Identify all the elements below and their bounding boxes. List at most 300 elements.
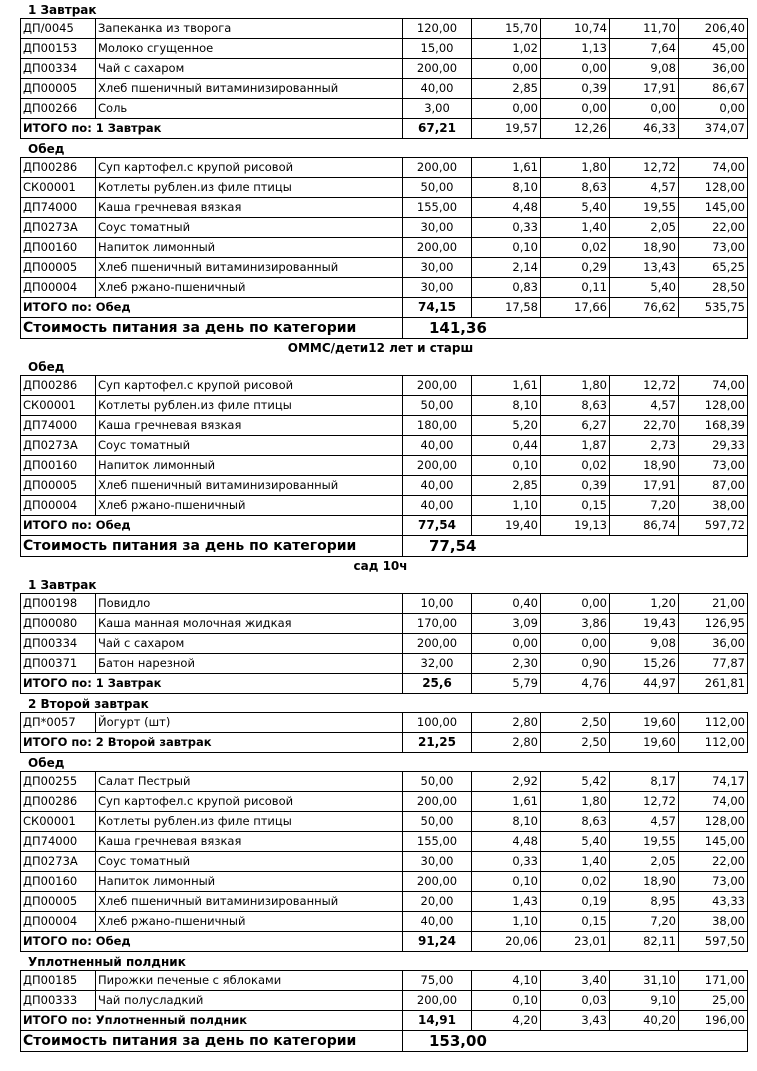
- total-fat: 4,76: [541, 674, 610, 694]
- item-fat: 10,74: [541, 19, 610, 39]
- item-fat: 0,29: [541, 258, 610, 278]
- table-row: [21, 99, 748, 119]
- item-protein: 8,10: [472, 178, 541, 198]
- item-protein: 0,00: [472, 99, 541, 119]
- item-weight: 100,00: [403, 713, 472, 733]
- total-fat: 19,13: [541, 516, 610, 536]
- item-weight: 50,00: [403, 396, 472, 416]
- item-code: ДП00185: [21, 971, 96, 991]
- total-row: [21, 674, 748, 694]
- item-fat: 1,80: [541, 158, 610, 178]
- table-row: [21, 892, 748, 912]
- table-row: [21, 39, 748, 59]
- table-row: [21, 713, 748, 733]
- table-row: [21, 198, 748, 218]
- meal-section-label: Обед: [28, 360, 65, 374]
- total-label: ИТОГО по: Обед: [21, 516, 403, 536]
- daily-cost-row: [21, 318, 748, 339]
- total-fat: 12,26: [541, 119, 610, 139]
- total-carbs: 82,11: [610, 932, 679, 952]
- total-protein: 5,79: [472, 674, 541, 694]
- item-kcal: 0,00: [679, 99, 748, 119]
- item-protein: 0,10: [472, 238, 541, 258]
- daily-cost-label: Стоимость питания за день по категории: [21, 318, 403, 339]
- item-weight: 200,00: [403, 792, 472, 812]
- table-row: [21, 436, 748, 456]
- item-weight: 200,00: [403, 872, 472, 892]
- item-weight: 15,00: [403, 39, 472, 59]
- total-row: [21, 733, 748, 753]
- item-name: Котлеты рублен.из филе птицы: [96, 812, 403, 832]
- item-fat: 0,15: [541, 496, 610, 516]
- total-kcal: 597,50: [679, 932, 748, 952]
- item-weight: 180,00: [403, 416, 472, 436]
- table-row: [21, 158, 748, 178]
- item-protein: 0,10: [472, 872, 541, 892]
- item-weight: 50,00: [403, 772, 472, 792]
- item-name: Хлеб пшеничный витаминизированный: [96, 79, 403, 99]
- item-weight: 155,00: [403, 832, 472, 852]
- item-name: Соус томатный: [96, 218, 403, 238]
- item-name: Каша гречневая вязкая: [96, 416, 403, 436]
- total-fat: 23,01: [541, 932, 610, 952]
- item-code: ДП*0057: [21, 713, 96, 733]
- item-weight: 30,00: [403, 218, 472, 238]
- item-name: Хлеб ржано-пшеничный: [96, 496, 403, 516]
- item-code: ДП74000: [21, 832, 96, 852]
- item-carbs: 17,91: [610, 79, 679, 99]
- item-name: Соус томатный: [96, 436, 403, 456]
- item-code: ДП00266: [21, 99, 96, 119]
- item-code: ДП00005: [21, 258, 96, 278]
- table-row: [21, 832, 748, 852]
- item-kcal: 43,33: [679, 892, 748, 912]
- item-weight: 200,00: [403, 158, 472, 178]
- item-name: Напиток лимонный: [96, 238, 403, 258]
- item-code: ДП0273А: [21, 218, 96, 238]
- table-row: [21, 278, 748, 298]
- item-protein: 2,80: [472, 713, 541, 733]
- daily-cost-value: 153,00: [403, 1031, 748, 1052]
- table-row: [21, 496, 748, 516]
- item-weight: 32,00: [403, 654, 472, 674]
- item-protein: 0,00: [472, 634, 541, 654]
- item-protein: 4,10: [472, 971, 541, 991]
- item-kcal: 38,00: [679, 496, 748, 516]
- total-kcal: 196,00: [679, 1011, 748, 1031]
- item-carbs: 17,91: [610, 476, 679, 496]
- item-kcal: 128,00: [679, 178, 748, 198]
- item-kcal: 74,00: [679, 158, 748, 178]
- item-code: ДП00286: [21, 158, 96, 178]
- table-row: [21, 812, 748, 832]
- item-code: ДП00004: [21, 912, 96, 932]
- item-code: ДП00160: [21, 238, 96, 258]
- total-label: ИТОГО по: 1 Завтрак: [21, 674, 403, 694]
- item-weight: 200,00: [403, 59, 472, 79]
- item-code: СК00001: [21, 178, 96, 198]
- item-code: ДП00160: [21, 872, 96, 892]
- total-label: ИТОГО по: Уплотненный полдник: [21, 1011, 403, 1031]
- item-protein: 1,61: [472, 158, 541, 178]
- item-carbs: 7,64: [610, 39, 679, 59]
- item-carbs: 11,70: [610, 19, 679, 39]
- total-kcal: 597,72: [679, 516, 748, 536]
- table-row: [21, 79, 748, 99]
- item-name: Суп картофел.с крупой рисовой: [96, 792, 403, 812]
- table-row: [21, 19, 748, 39]
- table-row: [21, 654, 748, 674]
- item-fat: 0,15: [541, 912, 610, 932]
- item-carbs: 4,57: [610, 396, 679, 416]
- item-kcal: 73,00: [679, 872, 748, 892]
- table-row: [21, 872, 748, 892]
- table-row: [21, 912, 748, 932]
- table-row: [21, 792, 748, 812]
- item-code: ДП00004: [21, 278, 96, 298]
- item-kcal: 168,39: [679, 416, 748, 436]
- item-name: Батон нарезной: [96, 654, 403, 674]
- item-name: Йогурт (шт): [96, 713, 403, 733]
- total-label: ИТОГО по: Обед: [21, 298, 403, 318]
- total-cost: 67,21: [403, 119, 472, 139]
- menu-report: [20, 0, 745, 1052]
- item-name: Суп картофел.с крупой рисовой: [96, 158, 403, 178]
- total-protein: 4,20: [472, 1011, 541, 1031]
- item-fat: 0,00: [541, 59, 610, 79]
- item-kcal: 29,33: [679, 436, 748, 456]
- item-name: Соль: [96, 99, 403, 119]
- item-carbs: 8,17: [610, 772, 679, 792]
- item-protein: 4,48: [472, 198, 541, 218]
- item-carbs: 19,55: [610, 832, 679, 852]
- item-kcal: 74,00: [679, 376, 748, 396]
- item-code: ДП00004: [21, 496, 96, 516]
- table-row: [21, 218, 748, 238]
- item-protein: 1,10: [472, 912, 541, 932]
- item-carbs: 12,72: [610, 792, 679, 812]
- item-carbs: 12,72: [610, 376, 679, 396]
- item-weight: 120,00: [403, 19, 472, 39]
- total-cost: 25,6: [403, 674, 472, 694]
- table-row: [21, 238, 748, 258]
- item-kcal: 128,00: [679, 812, 748, 832]
- total-cost: 21,25: [403, 733, 472, 753]
- item-weight: 50,00: [403, 178, 472, 198]
- item-name: Каша манная молочная жидкая: [96, 614, 403, 634]
- item-fat: 3,86: [541, 614, 610, 634]
- item-kcal: 87,00: [679, 476, 748, 496]
- item-code: ДП/0045: [21, 19, 96, 39]
- item-name: Каша гречневая вязкая: [96, 198, 403, 218]
- total-kcal: 374,07: [679, 119, 748, 139]
- item-carbs: 31,10: [610, 971, 679, 991]
- item-code: ДП00198: [21, 594, 96, 614]
- item-name: Суп картофел.с крупой рисовой: [96, 376, 403, 396]
- item-fat: 8,63: [541, 178, 610, 198]
- meal-table: [20, 771, 748, 952]
- total-carbs: 86,74: [610, 516, 679, 536]
- total-row: [21, 298, 748, 318]
- total-row: [21, 932, 748, 952]
- item-carbs: 5,40: [610, 278, 679, 298]
- item-kcal: 77,87: [679, 654, 748, 674]
- item-fat: 0,90: [541, 654, 610, 674]
- item-kcal: 145,00: [679, 198, 748, 218]
- total-carbs: 40,20: [610, 1011, 679, 1031]
- total-carbs: 19,60: [610, 733, 679, 753]
- item-carbs: 13,43: [610, 258, 679, 278]
- table-row: [21, 376, 748, 396]
- item-protein: 0,10: [472, 991, 541, 1011]
- total-label: ИТОГО по: 1 Завтрак: [21, 119, 403, 139]
- total-fat: 3,43: [541, 1011, 610, 1031]
- total-label: ИТОГО по: 2 Второй завтрак: [21, 733, 403, 753]
- item-fat: 0,02: [541, 872, 610, 892]
- daily-cost-label: Стоимость питания за день по категории: [21, 536, 403, 557]
- item-protein: 0,33: [472, 218, 541, 238]
- item-code: ДП0273А: [21, 852, 96, 872]
- item-code: ДП00286: [21, 792, 96, 812]
- table-row: [21, 772, 748, 792]
- item-carbs: 8,95: [610, 892, 679, 912]
- item-carbs: 18,90: [610, 238, 679, 258]
- item-protein: 2,30: [472, 654, 541, 674]
- item-name: Чай с сахаром: [96, 634, 403, 654]
- item-carbs: 1,20: [610, 594, 679, 614]
- meal-table: [20, 375, 748, 557]
- total-row: [21, 516, 748, 536]
- item-protein: 1,61: [472, 792, 541, 812]
- item-weight: 155,00: [403, 198, 472, 218]
- item-protein: 0,44: [472, 436, 541, 456]
- item-code: ДП00005: [21, 476, 96, 496]
- item-code: ДП00153: [21, 39, 96, 59]
- category-title: ОММС/дети12 лет и старш: [287, 341, 474, 355]
- item-weight: 200,00: [403, 456, 472, 476]
- total-protein: 2,80: [472, 733, 541, 753]
- table-row: [21, 852, 748, 872]
- item-protein: 0,83: [472, 278, 541, 298]
- item-kcal: 25,00: [679, 991, 748, 1011]
- total-protein: 19,40: [472, 516, 541, 536]
- table-row: [21, 416, 748, 436]
- daily-cost-label: Стоимость питания за день по категории: [21, 1031, 403, 1052]
- total-cost: 14,91: [403, 1011, 472, 1031]
- table-row: [21, 476, 748, 496]
- item-name: Повидло: [96, 594, 403, 614]
- item-fat: 0,03: [541, 991, 610, 1011]
- item-fat: 5,42: [541, 772, 610, 792]
- meal-table: [20, 712, 748, 753]
- total-fat: 17,66: [541, 298, 610, 318]
- item-weight: 75,00: [403, 971, 472, 991]
- item-weight: 40,00: [403, 476, 472, 496]
- item-name: Хлеб пшеничный витаминизированный: [96, 258, 403, 278]
- item-fat: 0,19: [541, 892, 610, 912]
- total-cost: 77,54: [403, 516, 472, 536]
- item-carbs: 4,57: [610, 178, 679, 198]
- item-kcal: 28,50: [679, 278, 748, 298]
- item-kcal: 145,00: [679, 832, 748, 852]
- item-protein: 2,85: [472, 476, 541, 496]
- item-protein: 1,10: [472, 496, 541, 516]
- item-protein: 1,02: [472, 39, 541, 59]
- total-kcal: 535,75: [679, 298, 748, 318]
- meal-section-label: 1 Завтрак: [28, 3, 97, 17]
- item-fat: 1,80: [541, 376, 610, 396]
- total-carbs: 76,62: [610, 298, 679, 318]
- item-protein: 5,20: [472, 416, 541, 436]
- total-cost: 91,24: [403, 932, 472, 952]
- item-kcal: 206,40: [679, 19, 748, 39]
- daily-cost-row: [21, 536, 748, 557]
- daily-cost-value: 77,54: [403, 536, 748, 557]
- item-name: Котлеты рублен.из филе птицы: [96, 178, 403, 198]
- total-row: [21, 1011, 748, 1031]
- item-carbs: 7,20: [610, 912, 679, 932]
- item-kcal: 74,00: [679, 792, 748, 812]
- total-protein: 20,06: [472, 932, 541, 952]
- item-kcal: 36,00: [679, 59, 748, 79]
- item-weight: 10,00: [403, 594, 472, 614]
- item-name: Пирожки печеные с яблоками: [96, 971, 403, 991]
- table-row: [21, 396, 748, 416]
- item-kcal: 73,00: [679, 238, 748, 258]
- item-fat: 1,13: [541, 39, 610, 59]
- item-code: ДП00160: [21, 456, 96, 476]
- meal-section-label: Обед: [28, 142, 65, 156]
- item-carbs: 18,90: [610, 456, 679, 476]
- meal-table: [20, 593, 748, 694]
- item-fat: 5,40: [541, 198, 610, 218]
- item-name: Молоко сгущенное: [96, 39, 403, 59]
- item-weight: 20,00: [403, 892, 472, 912]
- total-label: ИТОГО по: Обед: [21, 932, 403, 952]
- item-fat: 2,50: [541, 713, 610, 733]
- item-protein: 0,40: [472, 594, 541, 614]
- item-code: ДП00334: [21, 634, 96, 654]
- item-kcal: 86,67: [679, 79, 748, 99]
- item-protein: 0,10: [472, 456, 541, 476]
- total-carbs: 44,97: [610, 674, 679, 694]
- meal-section-label: Обед: [28, 756, 65, 770]
- item-kcal: 126,95: [679, 614, 748, 634]
- item-code: ДП00080: [21, 614, 96, 634]
- item-protein: 3,09: [472, 614, 541, 634]
- item-kcal: 112,00: [679, 713, 748, 733]
- item-fat: 0,02: [541, 456, 610, 476]
- item-carbs: 19,60: [610, 713, 679, 733]
- table-row: [21, 634, 748, 654]
- item-name: Чай с сахаром: [96, 59, 403, 79]
- item-kcal: 74,17: [679, 772, 748, 792]
- item-fat: 6,27: [541, 416, 610, 436]
- item-code: ДП00286: [21, 376, 96, 396]
- item-kcal: 38,00: [679, 912, 748, 932]
- item-weight: 40,00: [403, 912, 472, 932]
- item-protein: 8,10: [472, 812, 541, 832]
- item-fat: 1,40: [541, 852, 610, 872]
- item-protein: 8,10: [472, 396, 541, 416]
- item-carbs: 9,08: [610, 634, 679, 654]
- item-carbs: 15,26: [610, 654, 679, 674]
- item-fat: 1,80: [541, 792, 610, 812]
- item-carbs: 9,10: [610, 991, 679, 1011]
- item-fat: 1,87: [541, 436, 610, 456]
- table-row: [21, 991, 748, 1011]
- table-row: [21, 59, 748, 79]
- item-kcal: 36,00: [679, 634, 748, 654]
- item-protein: 2,85: [472, 79, 541, 99]
- item-protein: 4,48: [472, 832, 541, 852]
- item-protein: 0,33: [472, 852, 541, 872]
- table-row: [21, 971, 748, 991]
- meal-table: [20, 970, 748, 1052]
- item-protein: 2,92: [472, 772, 541, 792]
- item-weight: 40,00: [403, 436, 472, 456]
- item-name: Соус томатный: [96, 852, 403, 872]
- daily-cost-value: 141,36: [403, 318, 748, 339]
- item-fat: 0,39: [541, 476, 610, 496]
- total-protein: 19,57: [472, 119, 541, 139]
- table-row: [21, 456, 748, 476]
- item-carbs: 22,70: [610, 416, 679, 436]
- table-row: [21, 594, 748, 614]
- item-carbs: 7,20: [610, 496, 679, 516]
- item-code: СК00001: [21, 396, 96, 416]
- item-carbs: 18,90: [610, 872, 679, 892]
- item-fat: 0,00: [541, 634, 610, 654]
- item-code: ДП0273А: [21, 436, 96, 456]
- total-kcal: 261,81: [679, 674, 748, 694]
- item-code: ДП00005: [21, 79, 96, 99]
- item-weight: 40,00: [403, 79, 472, 99]
- item-name: Хлеб ржано-пшеничный: [96, 278, 403, 298]
- item-name: Хлеб пшеничный витаминизированный: [96, 892, 403, 912]
- item-fat: 1,40: [541, 218, 610, 238]
- meal-table: [20, 18, 748, 139]
- item-code: СК00001: [21, 812, 96, 832]
- item-fat: 5,40: [541, 832, 610, 852]
- item-code: ДП00334: [21, 59, 96, 79]
- category-title: сад 10ч: [353, 559, 408, 573]
- item-kcal: 128,00: [679, 396, 748, 416]
- item-name: Напиток лимонный: [96, 872, 403, 892]
- item-fat: 8,63: [541, 396, 610, 416]
- item-protein: 15,70: [472, 19, 541, 39]
- item-code: ДП00255: [21, 772, 96, 792]
- item-fat: 3,40: [541, 971, 610, 991]
- item-weight: 200,00: [403, 376, 472, 396]
- item-kcal: 22,00: [679, 218, 748, 238]
- meal-section-label: 2 Второй завтрак: [28, 697, 149, 711]
- item-code: ДП00371: [21, 654, 96, 674]
- item-kcal: 22,00: [679, 852, 748, 872]
- item-carbs: 19,43: [610, 614, 679, 634]
- item-weight: 30,00: [403, 278, 472, 298]
- item-weight: 50,00: [403, 812, 472, 832]
- item-carbs: 0,00: [610, 99, 679, 119]
- total-fat: 2,50: [541, 733, 610, 753]
- item-name: Салат Пестрый: [96, 772, 403, 792]
- item-kcal: 73,00: [679, 456, 748, 476]
- item-weight: 200,00: [403, 634, 472, 654]
- item-fat: 0,39: [541, 79, 610, 99]
- item-name: Хлеб ржано-пшеничный: [96, 912, 403, 932]
- item-carbs: 19,55: [610, 198, 679, 218]
- daily-cost-row: [21, 1031, 748, 1052]
